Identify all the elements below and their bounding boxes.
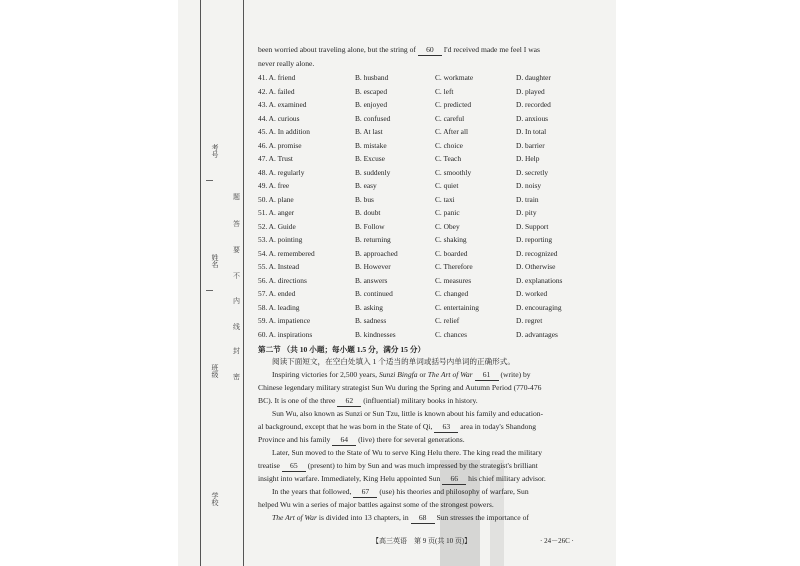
answer-blank[interactable]: 61 bbox=[475, 370, 499, 381]
option-item[interactable]: C. choice bbox=[435, 140, 463, 150]
passage-line: Chinese legendary military strategist Sun Wu during the Spring and Autumn Period (770-476 bbox=[258, 383, 542, 392]
option-item[interactable]: D. worked bbox=[516, 289, 548, 298]
passage-line: been worried about traveling alone, but the string of 60 I'd received made me feel I was bbox=[258, 45, 541, 54]
seal-char: 答 bbox=[233, 220, 240, 228]
option-item-a[interactable]: 55. A. Instead bbox=[258, 262, 300, 271]
option-item-a[interactable]: 48. A. regularly bbox=[258, 167, 305, 177]
option-item[interactable]: B. Follow bbox=[355, 221, 385, 231]
option-item-a[interactable]: 60. A. inspirations bbox=[258, 329, 313, 339]
option-item[interactable]: D. played bbox=[516, 86, 545, 96]
seal-char: 线 bbox=[233, 323, 240, 331]
option-item-a[interactable]: 53. A. pointing bbox=[258, 235, 303, 244]
option-item-a[interactable]: 59. A. impatience bbox=[258, 316, 311, 325]
option-item[interactable]: C. Teach bbox=[435, 154, 462, 163]
option-item[interactable]: B. enjoyed bbox=[355, 100, 388, 109]
option-item[interactable]: D. Help bbox=[516, 154, 540, 163]
option-item-a[interactable]: 46. A. promise bbox=[258, 140, 302, 150]
option-item[interactable]: C. panic bbox=[435, 208, 460, 217]
option-item-a[interactable]: 54. A. remembered bbox=[258, 248, 315, 258]
answer-blank[interactable]: 60 bbox=[418, 45, 442, 56]
option-item[interactable]: C. careful bbox=[435, 113, 465, 123]
passage-line: Sun Wu, also known as Sunzi or Sun Tzu, little is known about his family and education- bbox=[272, 409, 544, 418]
option-item[interactable]: B. At last bbox=[355, 127, 383, 136]
option-item[interactable]: C. smoothly bbox=[435, 167, 472, 177]
option-item[interactable]: C. quiet bbox=[435, 181, 459, 190]
option-item-a[interactable]: 58. A. leading bbox=[258, 302, 300, 312]
option-item-a[interactable]: 49. A. free bbox=[258, 181, 290, 190]
option-item-a[interactable]: 56. A. directions bbox=[258, 275, 307, 285]
option-item-a[interactable]: 43. A. examined bbox=[258, 100, 307, 109]
option-item[interactable]: D. recognized bbox=[516, 248, 558, 258]
passage-line: insight into warfare. Immediately, King Helu appointed Sun 66 his chief military advisor. bbox=[258, 474, 546, 483]
option-item[interactable]: B. approached bbox=[355, 248, 398, 258]
option-item-a[interactable]: 47. A. Trust bbox=[258, 154, 293, 163]
answer-blank[interactable]: 68 bbox=[411, 513, 435, 524]
option-item[interactable]: B. Excuse bbox=[355, 154, 385, 163]
name-label: 姓名 bbox=[211, 254, 219, 268]
option-item[interactable]: D. noisy bbox=[516, 181, 542, 190]
page-footer: 【高三英语 第 9 页(共 10 页)】 bbox=[372, 537, 472, 545]
option-item[interactable]: B. husband bbox=[355, 73, 389, 82]
option-item[interactable]: B. escaped bbox=[355, 86, 388, 96]
option-item[interactable]: C. measures bbox=[435, 275, 472, 285]
option-item[interactable]: B. suddenly bbox=[355, 167, 391, 177]
option-item[interactable]: D. secretly bbox=[516, 167, 549, 177]
option-item[interactable]: C. left bbox=[435, 86, 454, 96]
option-item-a[interactable]: 50. A. plane bbox=[258, 194, 294, 204]
option-item-a[interactable]: 44. A. curious bbox=[258, 113, 300, 123]
answer-blank[interactable]: 67 bbox=[353, 487, 377, 498]
passage-line: Later, Sun moved to the State of Wu to serve King Helu there. The king read the military bbox=[272, 448, 543, 457]
option-item[interactable]: B. kindnesses bbox=[355, 329, 396, 339]
option-item[interactable]: C. chances bbox=[435, 329, 468, 339]
option-item[interactable]: C. entertaining bbox=[435, 302, 479, 312]
answer-blank[interactable]: 64 bbox=[332, 435, 356, 446]
option-item[interactable]: C. Therefore bbox=[435, 262, 473, 271]
option-item[interactable]: B. doubt bbox=[355, 208, 381, 217]
answer-blank[interactable]: 66 bbox=[442, 474, 466, 485]
option-item[interactable]: D. explanations bbox=[516, 275, 563, 285]
answer-blank[interactable]: 65 bbox=[282, 461, 306, 472]
seal-char: 题 bbox=[233, 193, 240, 201]
passage-line: treatise 65 (present) to him by Sun and was much impressed by the strategist's brilliant bbox=[258, 461, 538, 470]
class-label: 班级 bbox=[211, 364, 219, 378]
passage-line: Province and his family 64 (live) there for several generations. bbox=[258, 435, 465, 444]
passage-line: The Art of War is divided into 13 chapters, in 68 Sun stresses the importance of bbox=[272, 513, 529, 522]
option-item[interactable]: B. easy bbox=[355, 181, 377, 190]
option-item[interactable]: C. predicted bbox=[435, 100, 472, 109]
option-item[interactable]: C. workmate bbox=[435, 73, 474, 82]
answer-blank[interactable]: 63 bbox=[434, 422, 458, 433]
option-item[interactable]: D. In total bbox=[516, 127, 547, 136]
option-item[interactable]: B. returning bbox=[355, 235, 391, 244]
passage-line: Inspiring victories for 2,500 years, Sunzi Bingfa or The Art of War 61 (write) by bbox=[272, 370, 531, 379]
option-item[interactable]: D. encouraging bbox=[516, 302, 562, 312]
option-item[interactable]: D. pity bbox=[516, 208, 537, 217]
underline bbox=[206, 180, 213, 181]
option-item-a[interactable]: 57. A. ended bbox=[258, 289, 296, 298]
option-item[interactable]: B. However bbox=[355, 262, 391, 271]
seal-char: 不 bbox=[233, 272, 240, 280]
paper-code: · 24－26C · bbox=[540, 537, 574, 545]
section-heading: 第二节 （共 10 小题；每小题 1.5 分，满分 15 分） bbox=[258, 345, 426, 354]
option-item[interactable]: D. recorded bbox=[516, 100, 551, 109]
option-item[interactable]: D. daughter bbox=[516, 73, 551, 82]
option-item[interactable]: D. Otherwise bbox=[516, 262, 556, 271]
passage-line: In the years that followed, 67 (use) his theories and philosophy of warfare, Sun bbox=[272, 487, 529, 496]
option-item[interactable]: B. sadness bbox=[355, 316, 387, 325]
seal-char: 密 bbox=[233, 373, 240, 381]
option-item-a[interactable]: 52. A. Guide bbox=[258, 221, 296, 231]
option-item[interactable]: D. Support bbox=[516, 221, 549, 231]
option-item[interactable]: C. taxi bbox=[435, 194, 455, 204]
option-item-a[interactable]: 51. A. anger bbox=[258, 208, 295, 217]
instruction: 阅读下面短文，在空白处填入 1 个适当的单词或括号内单词的正确形式。 bbox=[272, 357, 515, 366]
passage-line: helped Wu win a series of major battles against some of the strongest powers. bbox=[258, 500, 494, 509]
option-item[interactable]: C. boarded bbox=[435, 248, 468, 258]
option-item[interactable]: D. barrier bbox=[516, 140, 545, 150]
option-item[interactable]: D. train bbox=[516, 194, 539, 204]
option-item[interactable]: D. reporting bbox=[516, 235, 553, 244]
option-item-a[interactable]: 42. A. failed bbox=[258, 86, 295, 96]
option-item[interactable]: D. anxious bbox=[516, 113, 549, 123]
option-item[interactable]: B. confused bbox=[355, 113, 391, 123]
option-item-a[interactable]: 45. A. In addition bbox=[258, 127, 310, 136]
passage-line: BC). It is one of the three 62 (influential) military books in history. bbox=[258, 396, 478, 405]
passage-line: al background, except that he was born in the State of Qi, 63 area in today's Shandong bbox=[258, 422, 537, 431]
option-item[interactable]: D. advantages bbox=[516, 329, 558, 339]
margin-line bbox=[243, 0, 244, 566]
option-item[interactable]: B. continued bbox=[355, 289, 393, 298]
option-item[interactable]: B. mistake bbox=[355, 140, 387, 150]
passage-line: never really alone. bbox=[258, 59, 315, 68]
option-item[interactable]: B. answers bbox=[355, 275, 388, 285]
option-item[interactable]: B. asking bbox=[355, 302, 383, 312]
underline bbox=[206, 290, 213, 291]
seal-char: 封 bbox=[233, 347, 240, 355]
option-item[interactable]: B. bus bbox=[355, 194, 374, 204]
option-item[interactable]: C. After all bbox=[435, 127, 469, 136]
seal-char: 内 bbox=[233, 297, 240, 305]
exam-no-label: 考号 bbox=[211, 144, 219, 158]
option-item[interactable]: C. Obey bbox=[435, 221, 460, 231]
margin-line bbox=[200, 0, 201, 566]
option-item-a[interactable]: 41. A. friend bbox=[258, 73, 296, 82]
option-item[interactable]: C. changed bbox=[435, 289, 469, 298]
school-label: 学校 bbox=[211, 492, 219, 506]
answer-blank[interactable]: 62 bbox=[337, 396, 361, 407]
option-item[interactable]: D. regret bbox=[516, 316, 543, 325]
seal-char: 要 bbox=[233, 246, 240, 254]
option-item[interactable]: C. relief bbox=[435, 316, 460, 325]
option-item[interactable]: C. shaking bbox=[435, 235, 467, 244]
